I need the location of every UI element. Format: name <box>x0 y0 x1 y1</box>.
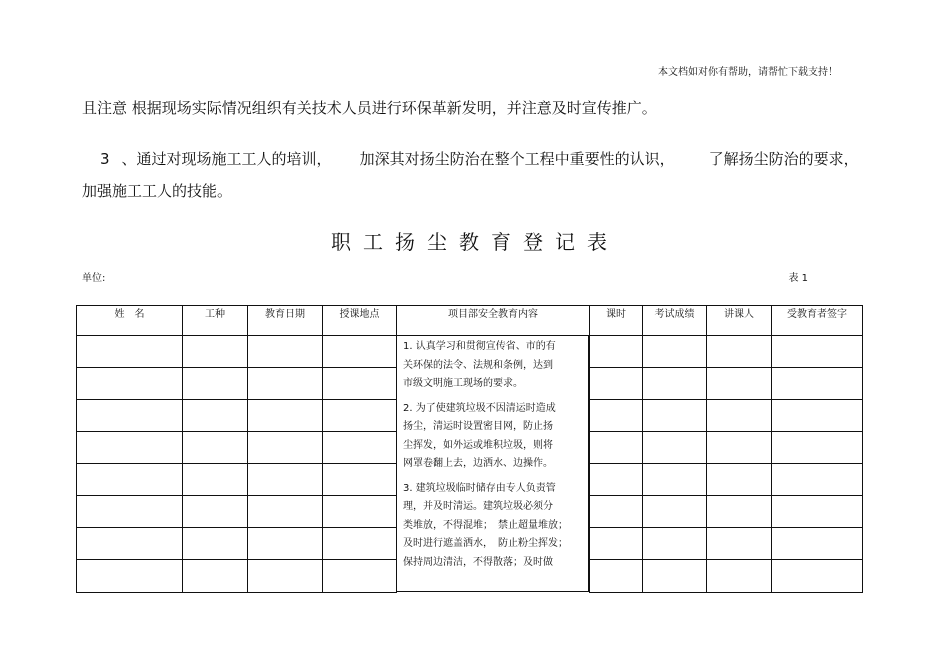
table-cell <box>706 335 772 368</box>
table-cell <box>771 367 863 400</box>
content-line: 类堆放，不得混堆； 禁止超量堆放； <box>403 519 568 531</box>
table-cell <box>771 527 863 560</box>
paragraph-1: 且注意 根据现场实际情况组织有关技术人员进行环保革新发明，并注意及时宣传推广。 <box>82 99 657 117</box>
table-cell <box>706 399 772 432</box>
content-line: 尘挥发，如外运或堆积垃圾，则将 <box>403 439 553 451</box>
table-cell <box>642 335 707 368</box>
table-cell <box>771 495 863 528</box>
table-cell <box>76 495 183 528</box>
content-line: 关环保的法令、法规和条例，达到 <box>403 359 553 371</box>
table-cell <box>589 527 643 560</box>
table-cell <box>322 559 397 593</box>
table-cell <box>76 559 183 593</box>
table-cell <box>642 399 707 432</box>
paragraph-2-part-a: 、通过对现场施工工人的培训， <box>121 150 332 168</box>
registration-table <box>76 305 862 592</box>
table-cell <box>642 495 707 528</box>
content-line: 3. 建筑垃圾临时储存由专人负责管 <box>403 482 556 494</box>
table-cell <box>247 495 323 528</box>
table-cell <box>642 559 707 593</box>
content-line: 市级文明施工现场的要求。 <box>403 378 523 389</box>
education-content-cell <box>396 335 589 592</box>
table-cell <box>589 367 643 400</box>
table-cell <box>182 463 248 496</box>
table-cell <box>76 527 183 560</box>
paragraph-2-part-b: 加深其对扬尘防治在整个工程中重要性的认识， <box>359 150 675 168</box>
table-cell <box>76 367 183 400</box>
column-header: 课时 <box>589 305 643 336</box>
content-line: 扬尘，清运时设置密目网，防止扬 <box>403 421 553 432</box>
table-cell <box>182 559 248 593</box>
table-cell <box>247 463 323 496</box>
table-cell <box>589 495 643 528</box>
table-cell <box>589 335 643 368</box>
table-cell <box>706 559 772 593</box>
column-header: 讲课人 <box>706 305 772 336</box>
table-cell <box>182 431 248 464</box>
paragraph-2-number: 3 <box>100 150 110 168</box>
table-cell <box>589 559 643 593</box>
table-cell <box>76 431 183 464</box>
content-line: 1. 认真学习和贯彻宣传省、市的有 <box>403 341 556 352</box>
paragraph-3: 加强施工工人的技能。 <box>82 182 233 200</box>
column-header: 项目部安全教育内容 <box>396 305 590 336</box>
paragraph-2 <box>82 148 859 169</box>
table-cell <box>706 527 772 560</box>
unit-label: 单位: <box>82 273 106 284</box>
table-cell <box>182 495 248 528</box>
table-cell <box>322 335 397 368</box>
table-number: 表 1 <box>788 273 808 284</box>
table-cell <box>247 527 323 560</box>
table-cell <box>322 463 397 496</box>
table-cell <box>771 463 863 496</box>
content-line: 网罩卷翻上去，边洒水、边操作。 <box>403 458 553 469</box>
content-line: 2. 为了使建筑垃圾不因清运时造成 <box>403 402 556 414</box>
table-cell <box>247 367 323 400</box>
header-note: 本文档如对你有帮助，请帮忙下载支持！ <box>658 67 838 78</box>
table-cell <box>322 431 397 464</box>
table-cell <box>706 431 772 464</box>
table-cell <box>322 367 397 400</box>
column-header: 受教育者签字 <box>771 305 863 336</box>
table-cell <box>182 335 248 368</box>
content-line: 保持周边清洁，不得散落；及时做 <box>403 556 553 568</box>
table-cell <box>642 463 707 496</box>
table-cell <box>589 463 643 496</box>
table-cell <box>706 367 772 400</box>
table-cell <box>322 527 397 560</box>
column-header: 授课地点 <box>322 305 397 336</box>
paragraph-2-part-c: 了解扬尘防治的要求， <box>708 150 859 168</box>
table-cell <box>589 399 643 432</box>
table-cell <box>642 367 707 400</box>
table-cell <box>247 559 323 593</box>
table-cell <box>322 495 397 528</box>
table-cell <box>76 399 183 432</box>
form-title: 职工扬尘教育登记表 <box>331 230 619 254</box>
table-cell <box>589 431 643 464</box>
table-cell <box>771 559 863 593</box>
table-cell <box>76 335 183 368</box>
column-header: 考试成绩 <box>642 305 707 336</box>
table-cell <box>247 335 323 368</box>
table-cell <box>76 463 183 496</box>
table-cell <box>247 399 323 432</box>
content-line: 理，并及时清运。建筑垃圾必须分 <box>403 501 553 512</box>
column-header: 教育日期 <box>247 305 323 336</box>
column-header: 姓 名 <box>76 305 183 336</box>
table-cell <box>182 527 248 560</box>
table-cell <box>771 431 863 464</box>
table-cell <box>771 399 863 432</box>
table-cell <box>642 527 707 560</box>
content-line: 及时进行遮盖洒水， 防止粉尘挥发； <box>403 538 568 549</box>
table-cell <box>182 399 248 432</box>
table-cell <box>182 367 248 400</box>
column-header: 工种 <box>182 305 248 336</box>
table-cell <box>771 335 863 368</box>
table-cell <box>706 463 772 496</box>
table-cell <box>642 431 707 464</box>
table-cell <box>706 495 772 528</box>
table-cell <box>247 431 323 464</box>
table-cell <box>322 399 397 432</box>
